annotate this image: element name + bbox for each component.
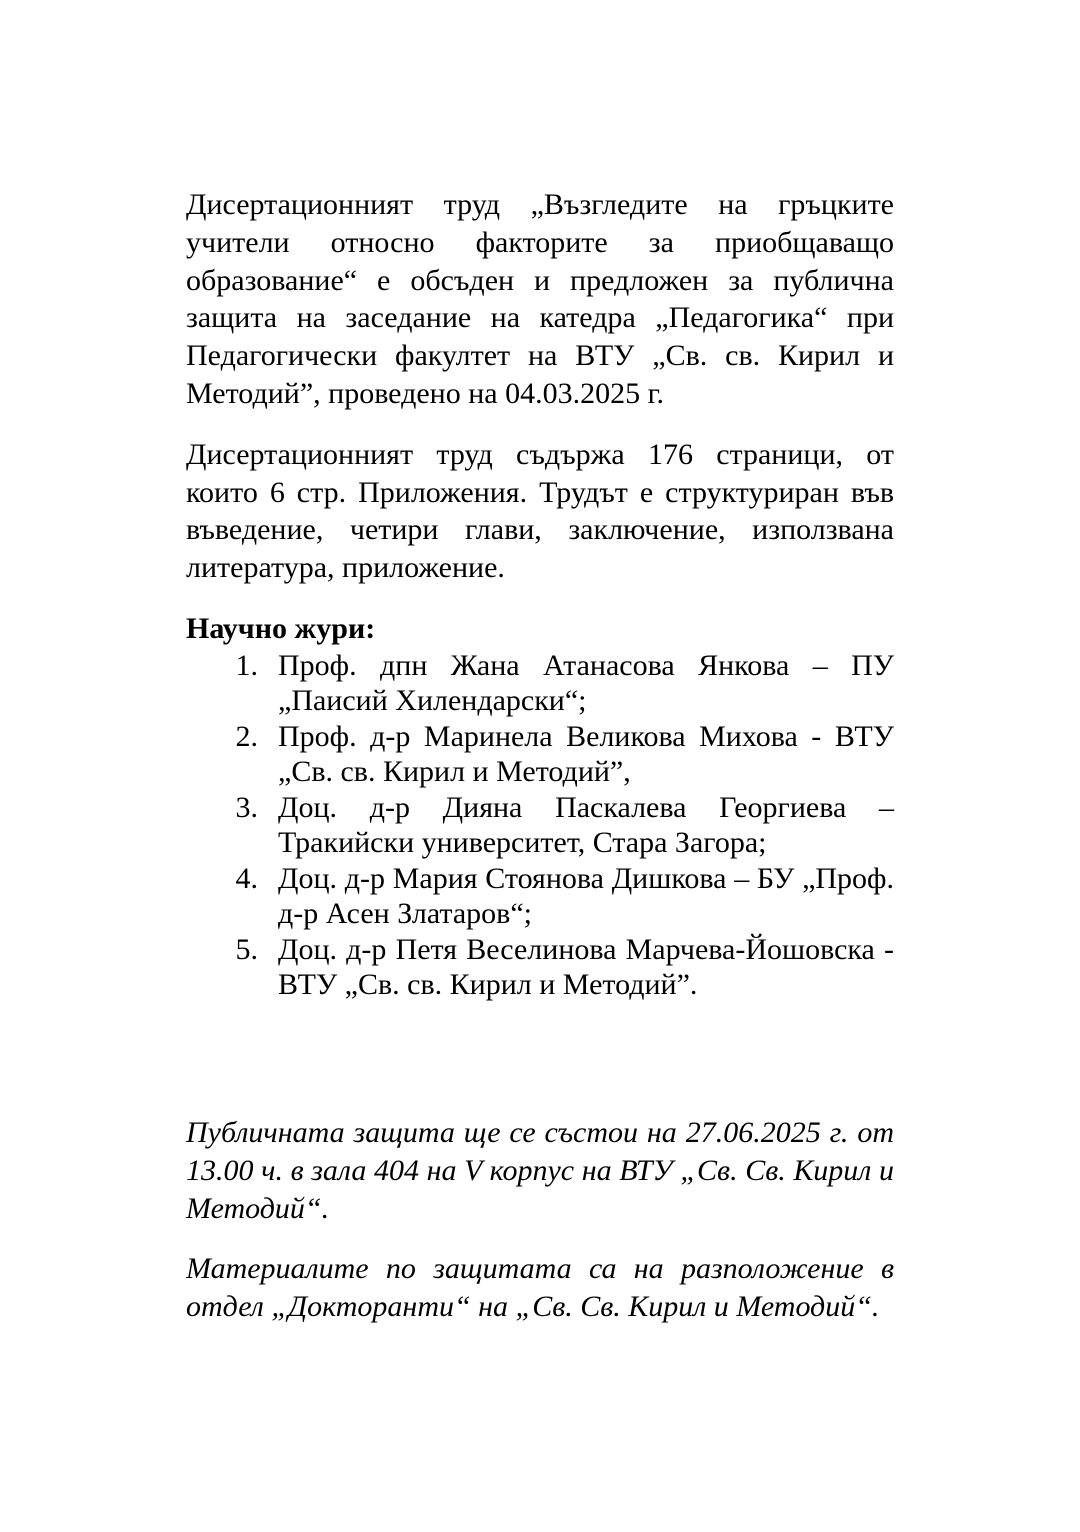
jury-member-text: Проф. д-р Маринела Великова Михова - ВТУ „Св. св. Кирил и Методий”, <box>278 719 894 789</box>
jury-member-number: 5. <box>235 932 258 966</box>
document-body <box>186 186 894 1003</box>
jury-member <box>186 790 894 861</box>
announcement <box>186 1114 894 1326</box>
jury-member <box>186 861 894 932</box>
materials-announcement: Материалите по защитата са на разположение в отдел „Докторанти“ на „Св. Св. Кирил и Методий“. <box>186 1252 894 1324</box>
jury-member-number: 1. <box>235 648 258 682</box>
jury-member-number: 4. <box>235 861 258 895</box>
jury-member <box>186 719 894 790</box>
jury-list <box>186 648 894 1003</box>
jury-member-text: Доц. д-р Мария Стоянова Дишкова – БУ „Проф. д-р Асен Златаров“; <box>278 861 894 931</box>
jury-member-text: Доц. д-р Дияна Паскалева Георгиева – Тракийски университет, Стара Загора; <box>278 790 894 860</box>
structure-paragraph: Дисертационният труд съдържа 176 страници, от които 6 стр. Приложения. Трудът е структуриран във въведение, четири глави, заключение, използвана литература, приложение. <box>186 437 894 585</box>
intro-paragraph: Дисертационният труд „Възгледите на гръцките учители относно факторите за приобщаващо образование“ е обсъден и предложен за публична защита на заседание на катедра „Педагогика“ при Педагогически факултет на ВТУ „Св. св. Кирил и Методий”, проведено на 04.03.2025 г. <box>186 188 894 410</box>
jury-member <box>186 932 894 1003</box>
jury-member-number: 3. <box>235 790 258 824</box>
jury-heading: Научно жури: <box>186 611 376 645</box>
jury-member <box>186 648 894 719</box>
jury-member-text: Доц. д-р Петя Веселинова Марчева-Йошовска - ВТУ „Св. св. Кирил и Методий”. <box>278 932 894 1002</box>
jury-member-text: Проф. дпн Жана Атанасова Янкова – ПУ „Паисий Хилендарски“; <box>278 648 894 718</box>
jury-member-number: 2. <box>235 719 258 753</box>
defense-announcement: Публичната защита ще се състои на 27.06.2025 г. от 13.00 ч. в зала 404 на V корпус на ВТУ „Св. Св. Кирил и Методий“. <box>186 1116 894 1225</box>
